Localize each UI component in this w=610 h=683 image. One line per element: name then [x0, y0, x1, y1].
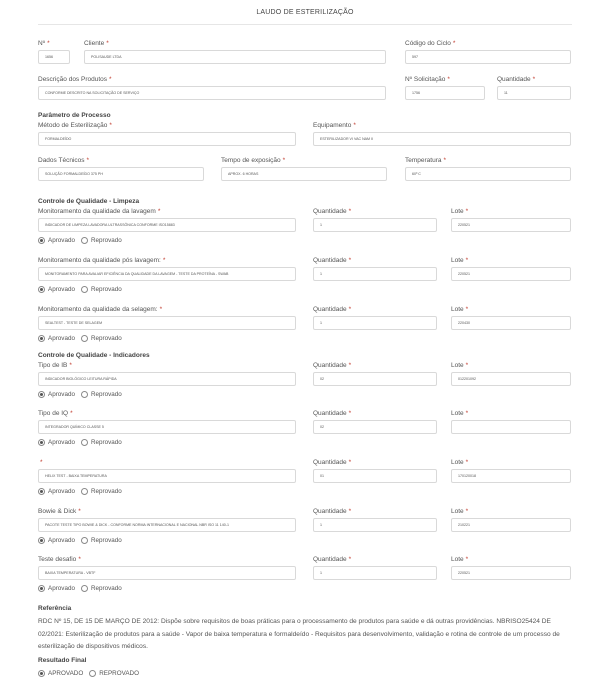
cleaning-1-approved-label: Aprovado: [48, 236, 75, 244]
indicator-3-approved-option[interactable]: [38, 488, 75, 495]
quantidade-input[interactable]: 11: [497, 86, 571, 100]
indicator-5-rejected-option[interactable]: [81, 585, 122, 592]
indicator-2-rejected-label: Reprovado: [90, 438, 122, 446]
required-asterisk: *: [348, 208, 352, 215]
indicator-input-1[interactable]: INDICADOR BIOLÓGICO LEITURA RÁPIDA: [38, 372, 296, 386]
quantidade-label-text: Quantidade: [497, 76, 531, 83]
indicator-5-rejected-radio[interactable]: [81, 585, 88, 592]
cleaning-monitor-input-1[interactable]: INDICADOR DE LIMPEZA LAVADORA ULTRASSÔNICA CONFORME ISO15883: [38, 218, 296, 232]
indicator-4-approved-option[interactable]: [38, 537, 75, 544]
required-asterisk: *: [109, 122, 112, 129]
indicator-1-rejected-label: Reprovado: [90, 390, 122, 398]
cleaning-3-radio-group: [38, 333, 122, 343]
cleaning-lote-label-1-text: Lote: [451, 208, 464, 215]
indicator-1-approved-option[interactable]: [38, 391, 75, 398]
cleaning-3-rejected-radio[interactable]: [81, 335, 88, 342]
indicator-lote-input-3[interactable]: 170120018: [451, 469, 571, 483]
cleaning-lote-input-2[interactable]: 220521: [451, 267, 571, 281]
required-asterisk: *: [465, 410, 469, 417]
cleaning-3-rejected-option[interactable]: [81, 335, 122, 342]
indicator-qty-label-3-text: Quantidade: [313, 459, 347, 466]
required-asterisk: *: [348, 459, 352, 466]
indicator-2-approved-label: Aprovado: [48, 438, 75, 446]
solicitacao-label: [405, 76, 450, 83]
required-asterisk: *: [348, 508, 352, 515]
cleaning-monitor-label-3-text: Monitoramento da qualidade da selagem:: [38, 306, 158, 313]
indicator-qty-input-5[interactable]: 1: [313, 566, 437, 580]
required-asterisk: *: [447, 76, 450, 83]
indicator-qty-input-1[interactable]: 02: [313, 372, 437, 386]
indicator-3-rejected-option[interactable]: [81, 488, 122, 495]
indicator-qty-label-5-text: Quantidade: [313, 556, 347, 563]
indicator-lote-label-3-text: Lote: [451, 459, 464, 466]
required-asterisk: *: [159, 306, 163, 313]
final-rejected-option[interactable]: [89, 670, 139, 677]
cleaning-monitor-label-3: [38, 306, 162, 313]
required-asterisk: *: [109, 76, 112, 83]
required-asterisk: *: [69, 362, 72, 369]
tempo-exposicao-label: [221, 157, 285, 164]
required-asterisk: *: [348, 362, 352, 369]
solicitacao-label-text: Nº Solicitação: [405, 76, 446, 83]
indicator-lote-label-4: [451, 508, 468, 515]
required-asterisk: *: [47, 40, 50, 47]
final-rejected-label: REPROVADO: [99, 669, 140, 677]
cleaning-qty-label-3: [313, 306, 351, 313]
descricao-label: [38, 76, 112, 83]
required-asterisk: *: [282, 157, 286, 164]
indicator-lote-label-3: [451, 459, 468, 466]
metodo-input[interactable]: FORMALDEÍDO: [38, 132, 296, 146]
equipamento-label: [313, 122, 356, 129]
indicator-lote-input-1[interactable]: 012201092: [451, 372, 571, 386]
indicator-5-approved-label: Aprovado: [48, 584, 75, 592]
required-asterisk: *: [465, 508, 469, 515]
indicator-lote-label-5-text: Lote: [451, 556, 464, 563]
cleaning-lote-label-3-text: Lote: [451, 306, 464, 313]
indicator-label-1-text: Tipo de IB: [38, 362, 68, 369]
indicator-label-2: [38, 410, 73, 417]
equipamento-input[interactable]: ESTERILIZADOR VI VAC NAM II: [313, 132, 571, 146]
indicator-label-4: [38, 508, 81, 515]
cleaning-qty-label-1-text: Quantidade: [313, 208, 347, 215]
cleaning-lote-label-3: [451, 306, 468, 313]
indicator-4-radio-group: [38, 535, 122, 545]
indicator-label-2-text: Tipo de IQ: [38, 410, 69, 417]
indicator-5-approved-option[interactable]: [38, 585, 75, 592]
indicator-input-4[interactable]: PACOTE TESTE TIPO BOWIE & DICK - CONFORME NORMA INTERNACIONAL E NACIONAL NBR ISO 11 140-1: [38, 518, 296, 532]
indicator-label-5: [38, 556, 81, 563]
indicator-4-rejected-radio[interactable]: [81, 537, 88, 544]
codigo-ciclo-label-text: Código do Ciclo: [405, 40, 451, 47]
metodo-label-text: Método de Esterilização: [38, 122, 108, 129]
header-divider: [38, 24, 572, 25]
required-asterisk: *: [465, 306, 469, 313]
indicator-1-radio-group: [38, 389, 122, 399]
indicator-lote-input-4[interactable]: 210221: [451, 518, 571, 532]
final-rejected-radio[interactable]: [89, 670, 96, 677]
cleaning-monitor-label-1-text: Monitoramento da qualidade da lavagem: [38, 208, 156, 215]
cleaning-qty-label-1: [313, 208, 351, 215]
cleaning-qty-input-3[interactable]: 1: [313, 316, 437, 330]
indicator-label-3: [38, 459, 43, 466]
final-result-title: Resultado Final: [38, 657, 87, 664]
indicator-lote-input-2[interactable]: [451, 420, 571, 434]
indicator-3-approved-radio[interactable]: [38, 488, 45, 495]
required-asterisk: *: [162, 257, 166, 264]
cleaning-2-rejected-radio[interactable]: [81, 286, 88, 293]
descricao-input[interactable]: CONFORME DESCRITO NA SOLICITAÇÃO DE SERVIÇO: [38, 86, 386, 100]
required-asterisk: *: [465, 208, 469, 215]
cleaning-qty-input-1[interactable]: 1: [313, 218, 437, 232]
equipamento-label-text: Equipamento: [313, 122, 352, 129]
indicator-lote-label-2-text: Lote: [451, 410, 464, 417]
indicator-4-approved-radio[interactable]: [38, 537, 45, 544]
indicator-lote-label-1: [451, 362, 468, 369]
indicator-lote-label-4-text: Lote: [451, 508, 464, 515]
indicator-lote-input-5[interactable]: 220521: [451, 566, 571, 580]
tempo-exposicao-label-text: Tempo de exposição: [221, 157, 281, 164]
cleaning-qty-label-2: [313, 257, 351, 264]
indicator-1-approved-label: Aprovado: [48, 390, 75, 398]
required-asterisk: *: [452, 40, 456, 47]
required-asterisk: *: [465, 459, 469, 466]
indicator-input-2[interactable]: INTEGRADOR QUÍMICO CLASSE 5: [38, 420, 296, 434]
indicator-3-rejected-radio[interactable]: [81, 488, 88, 495]
cleaning-1-approved-radio[interactable]: [38, 237, 45, 244]
cleaning-qty-label-2-text: Quantidade: [313, 257, 347, 264]
codigo-ciclo-input[interactable]: 597: [405, 50, 571, 64]
final-result-radio-group: [38, 668, 139, 678]
cleaning-2-rejected-option[interactable]: [81, 286, 122, 293]
required-asterisk: *: [465, 257, 469, 264]
indicator-5-radio-group: [38, 583, 122, 593]
cleaning-3-rejected-label: Reprovado: [90, 334, 122, 342]
required-asterisk: *: [70, 410, 73, 417]
process-section-title: Parâmetro de Processo: [38, 112, 111, 119]
cleaning-2-radio-group: [38, 284, 122, 294]
indicator-lote-label-1-text: Lote: [451, 362, 464, 369]
indicator-lote-label-2: [451, 410, 468, 417]
cleaning-1-approved-option[interactable]: [38, 237, 75, 244]
cleaning-lote-label-2-text: Lote: [451, 257, 464, 264]
required-asterisk: *: [348, 410, 352, 417]
indicator-qty-input-3[interactable]: 01: [313, 469, 437, 483]
required-asterisk: *: [78, 508, 81, 515]
indicator-2-rejected-option[interactable]: [81, 439, 122, 446]
cleaning-1-radio-group: [38, 235, 122, 245]
page-title: LAUDO DE ESTERILIZAÇÃO: [256, 9, 354, 16]
required-asterisk: *: [348, 556, 352, 563]
cleaning-lote-label-2: [451, 257, 468, 264]
indicator-qty-label-1-text: Quantidade: [313, 362, 347, 369]
indicator-input-3[interactable]: HELIX TEST - BAIXA TEMPERATURA: [38, 469, 296, 483]
indicator-3-radio-group: [38, 486, 122, 496]
cleaning-1-rejected-label: Reprovado: [90, 236, 122, 244]
indicator-qty-input-2[interactable]: 02: [313, 420, 437, 434]
cleaning-2-approved-radio[interactable]: [38, 286, 45, 293]
required-asterisk: *: [465, 556, 469, 563]
indicator-qty-label-4-text: Quantidade: [313, 508, 347, 515]
indicator-lote-label-5: [451, 556, 468, 563]
solicitacao-input[interactable]: 1756: [405, 86, 485, 100]
indicator-1-rejected-radio[interactable]: [81, 391, 88, 398]
indicator-2-approved-option[interactable]: [38, 439, 75, 446]
temperatura-input[interactable]: 60º C: [405, 167, 571, 181]
dados-tecnicos-label: [38, 157, 89, 164]
cliente-input[interactable]: POLISAUDE LTDA: [84, 50, 386, 64]
cleaning-2-rejected-label: Reprovado: [90, 285, 122, 293]
cleaning-1-rejected-option[interactable]: [81, 237, 122, 244]
cliente-label: [84, 40, 109, 47]
cleaning-monitor-label-1: [38, 208, 160, 215]
cleaning-3-approved-option[interactable]: [38, 335, 75, 342]
dados-tecnicos-label-text: Dados Técnicos: [38, 157, 85, 164]
required-asterisk: *: [465, 362, 469, 369]
required-asterisk: *: [348, 306, 352, 313]
numero-label-text: Nº: [38, 40, 46, 47]
indicator-1-approved-radio[interactable]: [38, 391, 45, 398]
required-asterisk: *: [106, 40, 109, 47]
final-approved-radio[interactable]: [38, 670, 45, 677]
temperatura-label: [405, 157, 446, 164]
indicator-4-approved-label: Aprovado: [48, 536, 75, 544]
indicator-2-approved-radio[interactable]: [38, 439, 45, 446]
cleaning-2-approved-label: Aprovado: [48, 285, 75, 293]
indicator-2-radio-group: [38, 437, 122, 447]
cleaning-3-approved-label: Aprovado: [48, 334, 75, 342]
cleaning-lote-input-3[interactable]: 220430: [451, 316, 571, 330]
indicator-3-approved-label: Aprovado: [48, 487, 75, 495]
cleaning-monitor-input-3[interactable]: SEALTEST - TESTE DE SELAGEM: [38, 316, 296, 330]
cleaning-monitor-label-2-text: Monitoramento da qualidade pós lavagem:: [38, 257, 161, 264]
indicator-label-4-text: Bowie & Dick: [38, 508, 77, 515]
cleaning-monitor-label-2: [38, 257, 165, 264]
indicator-label-5-text: Teste desafio: [38, 556, 77, 563]
indicator-2-rejected-radio[interactable]: [81, 439, 88, 446]
tempo-exposicao-input[interactable]: APROX. 6 HORAS: [221, 167, 387, 181]
metodo-label: [38, 122, 112, 129]
required-asterisk: *: [40, 459, 43, 466]
indicator-5-approved-radio[interactable]: [38, 585, 45, 592]
cleaning-qty-label-3-text: Quantidade: [313, 306, 347, 313]
indicator-qty-label-2: [313, 410, 351, 417]
cleaning-qty-input-2[interactable]: 1: [313, 267, 437, 281]
descricao-label-text: Descrição dos Produtos: [38, 76, 108, 83]
numero-label: [38, 40, 50, 47]
cleaning-section-title: Controle de Qualidade - Limpeza: [38, 198, 140, 205]
required-asterisk: *: [157, 208, 161, 215]
indicator-4-rejected-option[interactable]: [81, 537, 122, 544]
indicator-qty-label-3: [313, 459, 351, 466]
indicator-5-rejected-label: Reprovado: [90, 584, 122, 592]
required-asterisk: *: [86, 157, 90, 164]
cleaning-lote-label-1: [451, 208, 468, 215]
cleaning-monitor-input-2[interactable]: MONITORAMENTO PARA AVALIAR EFICIÊNCIA DA QUALIDADE DA LAVAGEM - TESTE DA PROTEÍNA - SWAB: [38, 267, 296, 281]
temperatura-label-text: Temperatura: [405, 157, 442, 164]
quantidade-label: [497, 76, 535, 83]
cleaning-2-approved-option[interactable]: [38, 286, 75, 293]
indicator-input-5[interactable]: BAIXA TEMPERATURA - VBTF: [38, 566, 296, 580]
indicator-label-1: [38, 362, 72, 369]
required-asterisk: *: [443, 157, 447, 164]
required-asterisk: *: [78, 556, 81, 563]
indicator-qty-label-2-text: Quantidade: [313, 410, 347, 417]
required-asterisk: *: [353, 122, 356, 129]
codigo-ciclo-label: [405, 40, 455, 47]
indicator-1-rejected-option[interactable]: [81, 391, 122, 398]
indicator-qty-label-5: [313, 556, 351, 563]
required-asterisk: *: [348, 257, 352, 264]
indicators-section-title: Controle de Qualidade - Indicadores: [38, 352, 150, 359]
numero-input[interactable]: 1656: [38, 50, 70, 64]
reference-title: Referência: [38, 605, 72, 612]
indicator-qty-input-4[interactable]: 1: [313, 518, 437, 532]
indicator-3-rejected-label: Reprovado: [90, 487, 122, 495]
cliente-label-text: Cliente: [84, 40, 105, 47]
cleaning-lote-input-1[interactable]: 220521: [451, 218, 571, 232]
cleaning-3-approved-radio[interactable]: [38, 335, 45, 342]
cleaning-1-rejected-radio[interactable]: [81, 237, 88, 244]
dados-tecnicos-input[interactable]: SOLUÇÃO FORMALDEÍDO 375 PH: [38, 167, 204, 181]
indicator-4-rejected-label: Reprovado: [90, 536, 122, 544]
final-approved-label: APROVADO: [48, 669, 84, 677]
indicator-qty-label-1: [313, 362, 351, 369]
indicator-qty-label-4: [313, 508, 351, 515]
reference-text: RDC Nº 15, DE 15 DE MARÇO DE 2012: Dispõe sobre requisitos de boas práticas para o processamento de produtos para saúde e dá outras providências. NBRISO25424 DE 02/2021: Esterilização de produtos para a saúde - Vapor de baixa temperatura e formaldeído - Requisitos para desenvolvimento, validação e rotina de controle de um processo de esterilização de dispositivos médicos.: [38, 618, 560, 650]
required-asterisk: *: [532, 76, 536, 83]
final-approved-option[interactable]: [38, 670, 83, 677]
